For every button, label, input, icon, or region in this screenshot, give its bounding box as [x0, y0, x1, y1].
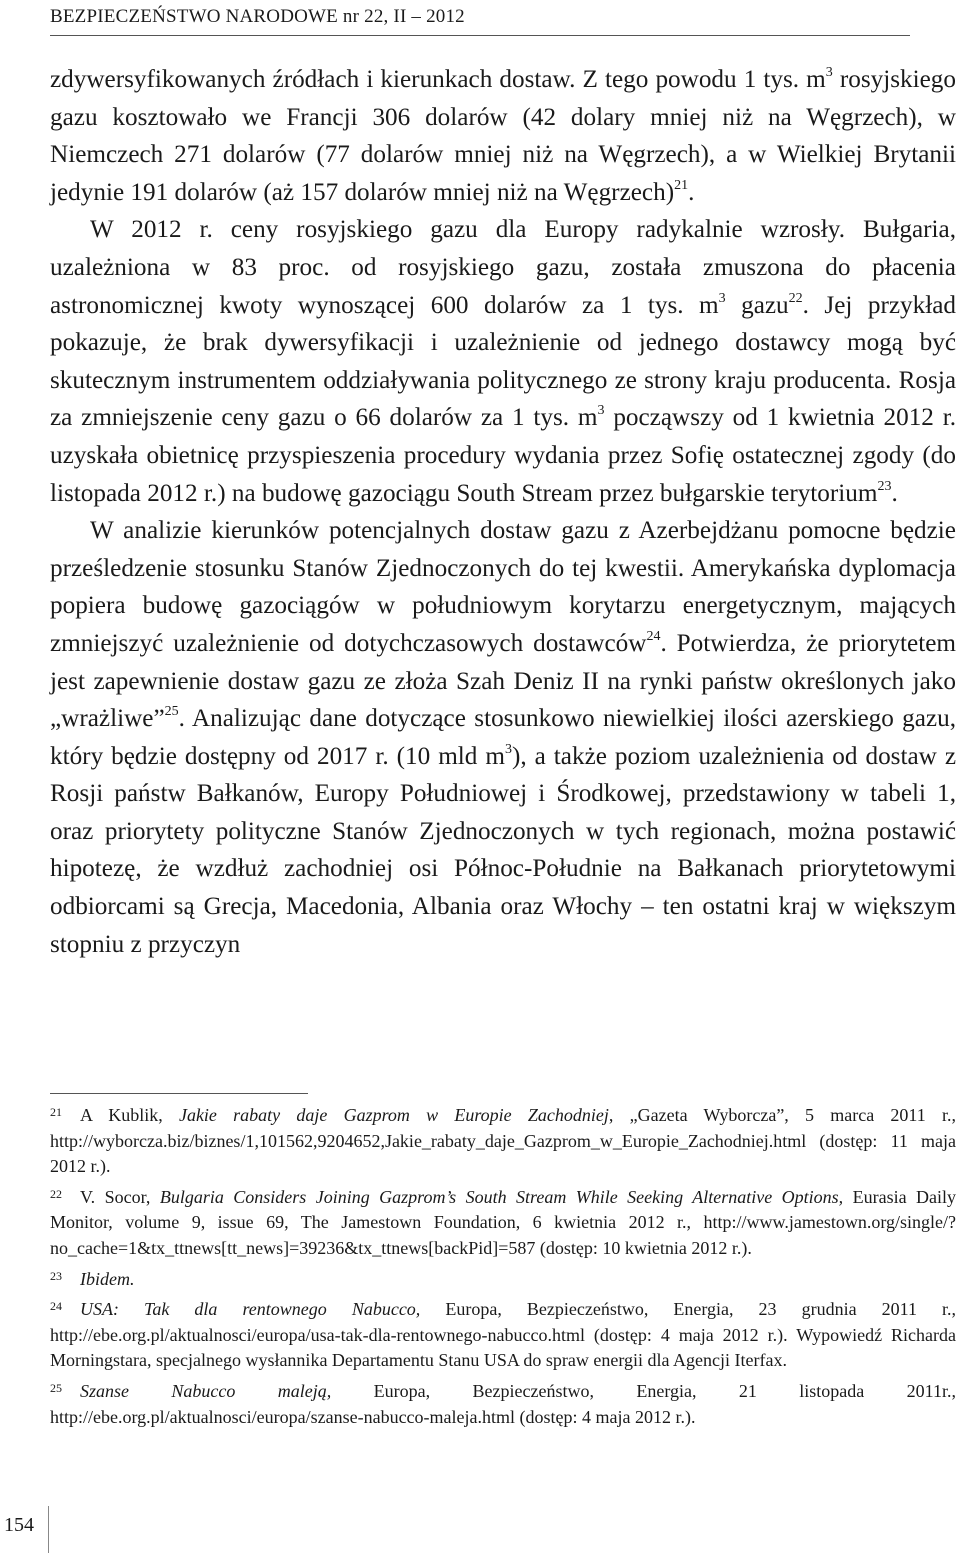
paragraph-3: [50, 512, 956, 963]
footnotes: [50, 1100, 956, 1432]
text-run: . Analizując dane dotyczące stosunkowo niewielkiej ilości azerskiego gazu, który będzie dostępny od 2017 r. (10 mld m: [50, 705, 956, 770]
footnote-title: Ibidem.: [80, 1268, 135, 1289]
page-number: 154: [4, 1514, 34, 1536]
footnote-divider: [50, 1093, 308, 1094]
footnote-text: , „Gazeta Wyborcza”, 5 marca 2011 r., http://wyborcza.biz/biznes/1,101562,9204652,Jakie_rabaty_daje_Gazprom_w_Europie_Zachodniej.html (dostęp: 11 maja 2012 r.).: [50, 1105, 956, 1177]
footnote-title: Szanse Nabucco maleją,: [80, 1380, 332, 1401]
footnote-text: A Kublik,: [80, 1105, 179, 1125]
footnote-text: Europa, Bezpieczeństwo, Energia, 21 listopada 2011r., http://ebe.org.pl/aktualnosci/europa/szanse-nabucco-maleja.html (dostęp: 4 maja 2012 r.).: [50, 1380, 956, 1427]
superscript: 3: [825, 65, 833, 80]
footnote-number: 23: [50, 1268, 62, 1283]
footnote-22: [50, 1182, 956, 1262]
text-run: . Jej przykład pokazuje, że brak dywersyfikacji i uzależnienie od jednego dostawcy mogą być skutecznym instrumentem oddziaływania politycznego ze strony kraju producenta. Rosja za zmniejszenie ceny gazu o 66 dolarów za 1 tys. m: [50, 291, 956, 432]
footnote-title: USA: Tak dla rentownego Nabucco,: [80, 1299, 421, 1320]
running-title: BEZPIECZEŃSTWO NARODOWE nr 22, II – 2012: [50, 6, 465, 27]
footnote-title: Jakie rabaty daje Gazprom w Europie Zachodniej: [178, 1105, 609, 1125]
paragraph-1: [50, 61, 956, 211]
footnote-text: Europa, Bezpieczeństwo, Energia, 23 grudnia 2011 r., http://ebe.org.pl/aktualnosci/europa/usa-tak-dla-rentownego-nabucco.html (dostęp: 4 maja 2012 r.). Wypowiedź Richarda Morningstara, specjalnego wysłannika Departamentu Stanu USA do spraw energii dla Agencji Iterfax.: [50, 1299, 956, 1371]
footnote-number: 21: [50, 1105, 62, 1119]
page-number-box: [0, 1506, 49, 1553]
superscript: 3: [718, 290, 726, 306]
footnote-text: Eurasia Daily Monitor, volume 9, issue 69, The Jamestown Foundation, 6 kwietnia 2012 r., http://www.jamestown.org/single/?no_cache=1&tx_ttnews[tt_news]=39236&tx_ttnews[backPid]=587 (dostęp: 10 kwietnia 2012 r.).: [50, 1186, 956, 1258]
text-run: począwszy od 1 kwietnia 2012 r. uzyskała obietnicę przyspieszenia procedury wydania przez Sofię ostatecznej zgody (do listopada 2012 r.) na budowę gazociągu South Stream przez bułgarskie terytorium: [50, 404, 957, 507]
text-run: W analizie kierunków potencjalnych dostaw gazu z Azerbejdżanu pomocne będzie prześledzenie stosunku Stanów Zjednoczonych do tej kwestii. Amerykańska dyplomacja popiera budowę gazociągów w południowym korytarzu energetycznym, mających zmniejszyć uzależnienie od dotychczasowych dostawców: [50, 517, 956, 657]
text-run: ), a także poziom uzależnienia od dostaw z Rosji państw Bałkanów, Europy Południowej i Środkowej, przedstawiony w tabeli 1, oraz priorytety polityczne Stanów Zjednoczonych w tych regionach, można postawić hipotezę, że wzdłuż zachodniej osi Północ-Południe na Bałkanach priorytetowymi odbiorcami są Grecja, Macedonia, Albania oraz Włochy – ten ostatni kraj w większym stopniu z przyczyn: [50, 742, 957, 958]
footnote-number: 22: [50, 1186, 62, 1201]
text-run: . Potwierdza, że priorytetem jest zapewnienie dostaw gazu ze złoża Szah Deniz II na rynki państw określonych jako „wrażliwe”: [50, 629, 956, 733]
footnote-ref: 25: [164, 704, 179, 720]
footnote-23: [50, 1264, 956, 1293]
running-header: [50, 6, 910, 36]
text-run: .: [688, 178, 695, 206]
text-run: zdywersyfikowanych źródłach i kierunkach dostaw. Z tego powodu 1 tys. m: [50, 66, 826, 93]
footnote-text: V. Socor,: [80, 1186, 160, 1207]
text-run: .: [891, 479, 898, 507]
footnote-ref: 23: [877, 478, 892, 494]
footnote-21: [50, 1100, 956, 1180]
footnote-title: Bulgaria Considers Joining Gazprom’s South Stream While Seeking Alternative Options,: [159, 1186, 844, 1207]
footnote-ref: 24: [646, 628, 661, 644]
footnote-24: [50, 1294, 956, 1374]
paragraph-2: [50, 211, 956, 512]
footnote-number: 25: [50, 1380, 62, 1395]
text-run: gazu: [725, 291, 789, 319]
superscript: 3: [597, 403, 605, 419]
footnote-ref: 21: [674, 177, 689, 193]
text-run: W 2012 r. ceny rosyjskiego gazu dla Europy radykalnie wzrosły. Bułgaria, uzależniona w 83 proc. od rosyjskiego gazu, została zmuszona do płacenia astronomicznej kwoty wynoszącej 600 dolarów za 1 tys. m: [50, 216, 956, 319]
footnote-25: [50, 1376, 956, 1430]
superscript: 3: [504, 741, 512, 757]
body-text: [50, 61, 956, 963]
footnote-number: 24: [50, 1299, 62, 1314]
text-run: rosyjskiego gazu kosztowało we Francji 306 dolarów (42 dolary mniej niż na Węgrzech), w Niemczech 271 dolarów (77 dolarów mniej niż na Węgrzech), a w Wielkiej Brytanii jedynie 191 dolarów (aż 157 dolarów mniej niż na Węgrzech): [50, 66, 956, 206]
footnote-ref: 22: [788, 290, 803, 306]
